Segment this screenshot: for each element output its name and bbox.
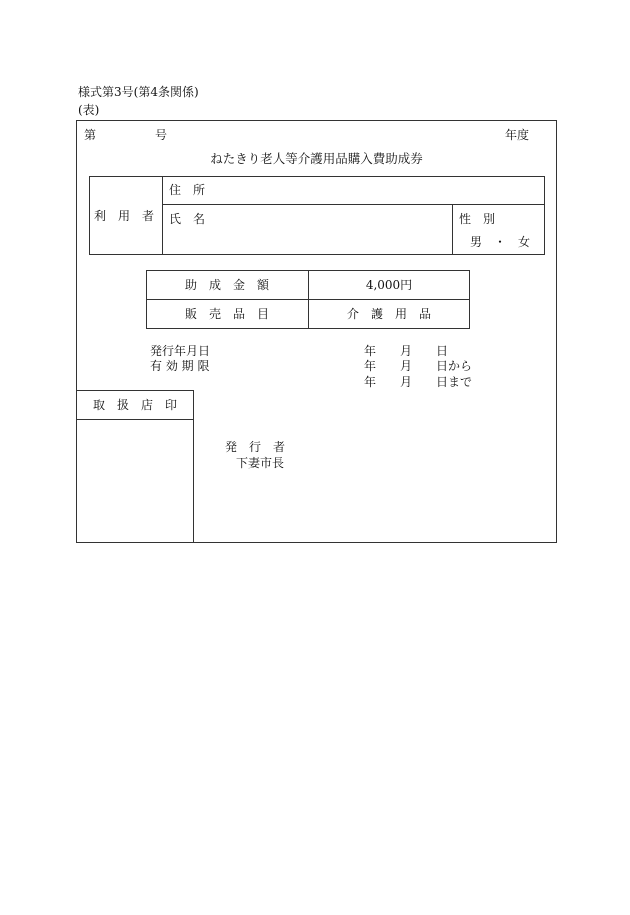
- user-table-divider: [162, 176, 163, 255]
- name-label: 氏 名: [169, 212, 206, 226]
- gender-options: 男 ・ 女: [470, 235, 531, 249]
- gender-label: 性 別: [459, 212, 496, 226]
- amount-label: 助 成 金 額: [184, 278, 269, 292]
- subsidy-table-row-divider: [146, 299, 470, 300]
- valid-until-value: 年 月 日まで: [364, 375, 473, 389]
- stamp-box-right: [193, 390, 194, 543]
- fiscal-year-label: 年度: [505, 128, 530, 142]
- amount-value: 4,000円: [365, 278, 413, 292]
- validity-label: 有 効 期 限: [150, 359, 210, 373]
- issue-date-label: 発行年月日: [150, 344, 211, 358]
- store-stamp-label: 取 扱 店 印: [92, 398, 177, 412]
- ticket-number-suffix: 号: [155, 128, 168, 142]
- items-value: 介 護 用 品: [346, 307, 431, 321]
- stamp-box-top: [76, 390, 194, 391]
- gender-divider: [452, 204, 453, 255]
- user-table-row-divider: [162, 204, 545, 205]
- address-label: 住 所: [169, 183, 206, 197]
- ticket-number-prefix: 第: [84, 128, 97, 142]
- user-label: 利 用 者: [94, 209, 155, 223]
- valid-from-value: 年 月 日から: [364, 359, 473, 373]
- form-side-label: (表): [78, 103, 100, 117]
- form-number: 様式第3号(第4条関係): [78, 85, 199, 99]
- items-label: 販 売 品 目: [184, 307, 269, 321]
- issue-date-value: 年 月 日: [364, 344, 449, 358]
- ticket-title: ねたきり老人等介護用品購入費助成券: [210, 151, 423, 166]
- issuer-name: 下妻市長: [236, 456, 285, 470]
- stamp-box-header-divider: [76, 419, 194, 420]
- issuer-label: 発 行 者: [225, 440, 286, 454]
